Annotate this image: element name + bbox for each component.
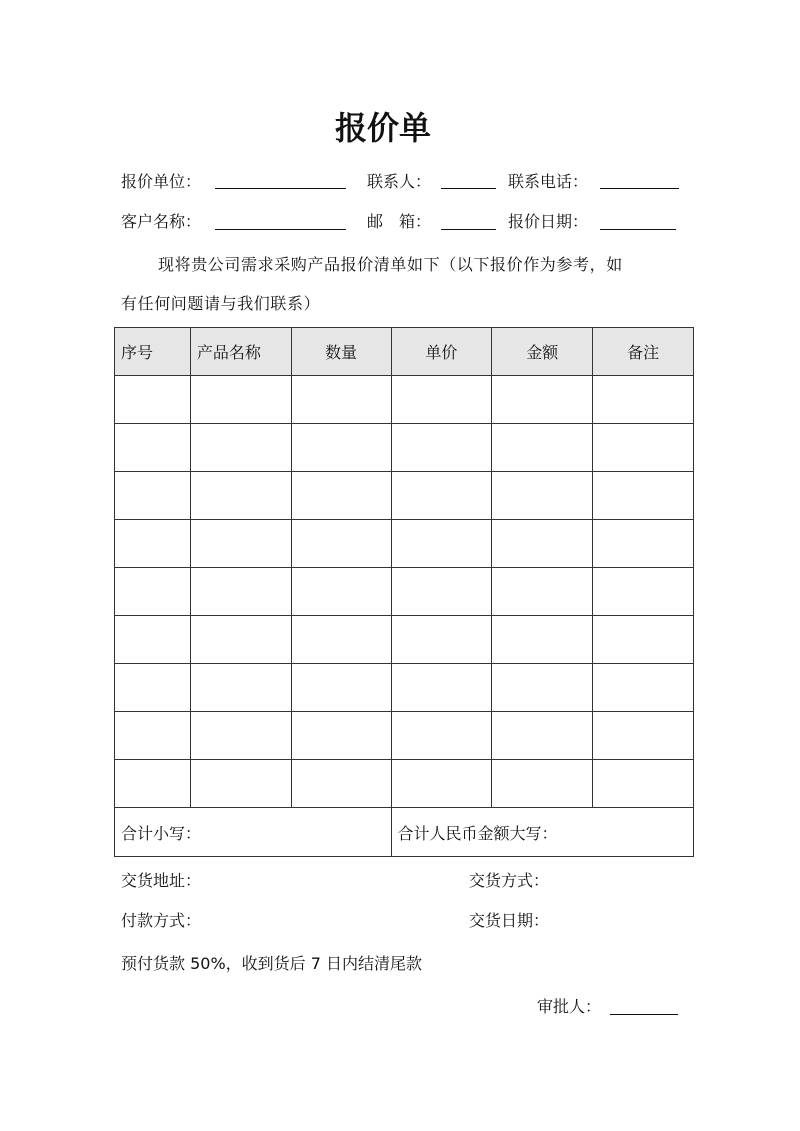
table-cell[interactable] — [190, 376, 291, 424]
header-index: 序号 — [115, 328, 191, 376]
table-cell[interactable] — [593, 712, 694, 760]
table-cell[interactable] — [190, 760, 291, 808]
payment-method-label: 付款方式： — [121, 911, 202, 930]
table-cell[interactable] — [115, 760, 191, 808]
quote-company-field[interactable] — [215, 188, 346, 189]
table-cell[interactable] — [391, 616, 492, 664]
quote-date-field[interactable] — [600, 229, 676, 230]
table-cell[interactable] — [115, 472, 191, 520]
table-cell[interactable] — [492, 616, 593, 664]
table-cell[interactable] — [391, 664, 492, 712]
table-cell[interactable] — [115, 424, 191, 472]
payment-note: 预付货款 50%，收到货后 7 日内结清尾款 — [121, 954, 423, 973]
table-cell[interactable] — [115, 664, 191, 712]
email-label: 邮 箱： — [367, 212, 432, 231]
delivery-address-label: 交货地址： — [121, 871, 202, 890]
delivery-date-label: 交货日期： — [469, 911, 550, 930]
table-row — [115, 376, 694, 424]
phone-field[interactable] — [600, 188, 679, 189]
table-cell[interactable] — [190, 568, 291, 616]
table-cell[interactable] — [391, 472, 492, 520]
header-product-name: 产品名称 — [190, 328, 291, 376]
table-cell[interactable] — [291, 712, 391, 760]
table-cell[interactable] — [190, 616, 291, 664]
table-cell[interactable] — [115, 568, 191, 616]
table-cell[interactable] — [190, 520, 291, 568]
table-cell[interactable] — [593, 760, 694, 808]
table-cell[interactable] — [291, 472, 391, 520]
table-cell[interactable] — [492, 424, 593, 472]
table-row — [115, 616, 694, 664]
table-row — [115, 760, 694, 808]
table-cell[interactable] — [492, 376, 593, 424]
table-cell[interactable] — [190, 664, 291, 712]
table-row — [115, 424, 694, 472]
customer-field[interactable] — [215, 229, 346, 230]
table-cell[interactable] — [492, 712, 593, 760]
table-cell[interactable] — [492, 664, 593, 712]
delivery-method-label: 交货方式： — [469, 871, 550, 890]
intro-line-1: 现将贵公司需求采购产品报价清单如下（以下报价作为参考，如 — [158, 255, 623, 274]
quote-date-label: 报价日期： — [508, 212, 589, 231]
customer-label: 客户名称： — [121, 212, 202, 231]
table-row — [115, 568, 694, 616]
quote-company-label: 报价单位： — [121, 172, 202, 191]
table-cell[interactable] — [492, 472, 593, 520]
table-cell[interactable] — [391, 376, 492, 424]
table-cell[interactable] — [115, 712, 191, 760]
table-header-row — [115, 328, 694, 376]
table-row — [115, 664, 694, 712]
quote-table — [114, 327, 694, 857]
table-cell[interactable] — [492, 520, 593, 568]
table-cell[interactable] — [115, 520, 191, 568]
approver-field[interactable] — [610, 1014, 678, 1015]
table-cell[interactable] — [391, 424, 492, 472]
table-row — [115, 472, 694, 520]
table-total-row — [115, 808, 694, 857]
table-cell[interactable] — [492, 568, 593, 616]
total-rmb-cell[interactable]: 合计人民币金额大写： — [391, 808, 693, 857]
table-cell[interactable] — [291, 424, 391, 472]
table-row — [115, 712, 694, 760]
header-unit-price: 单价 — [391, 328, 492, 376]
intro-line-2: 有任何问题请与我们联系） — [121, 294, 321, 313]
table-cell[interactable] — [593, 376, 694, 424]
table-cell[interactable] — [115, 376, 191, 424]
table-cell[interactable] — [291, 520, 391, 568]
contact-field[interactable] — [441, 188, 496, 189]
table-cell[interactable] — [391, 568, 492, 616]
table-cell[interactable] — [391, 520, 492, 568]
table-cell[interactable] — [593, 616, 694, 664]
total-small-cell[interactable]: 合计小写： — [115, 808, 392, 857]
table-cell[interactable] — [593, 424, 694, 472]
table-cell[interactable] — [291, 664, 391, 712]
header-remarks: 备注 — [593, 328, 694, 376]
table-cell[interactable] — [593, 568, 694, 616]
table-cell[interactable] — [291, 568, 391, 616]
table-cell[interactable] — [492, 760, 593, 808]
header-quantity: 数量 — [291, 328, 391, 376]
table-cell[interactable] — [391, 712, 492, 760]
table-cell[interactable] — [190, 712, 291, 760]
table-cell[interactable] — [190, 424, 291, 472]
email-field[interactable] — [441, 229, 496, 230]
table-cell[interactable] — [593, 472, 694, 520]
table-row — [115, 520, 694, 568]
table-cell[interactable] — [291, 760, 391, 808]
page-title: 报价单 — [334, 109, 431, 147]
table-cell[interactable] — [190, 472, 291, 520]
header-amount: 金额 — [492, 328, 593, 376]
phone-label: 联系电话： — [508, 172, 589, 191]
table-cell[interactable] — [291, 376, 391, 424]
table-cell[interactable] — [593, 664, 694, 712]
contact-label: 联系人： — [367, 172, 432, 191]
table-cell[interactable] — [593, 520, 694, 568]
table-cell[interactable] — [391, 760, 492, 808]
table-cell[interactable] — [115, 616, 191, 664]
approver-label: 审批人： — [537, 997, 602, 1016]
table-cell[interactable] — [291, 616, 391, 664]
